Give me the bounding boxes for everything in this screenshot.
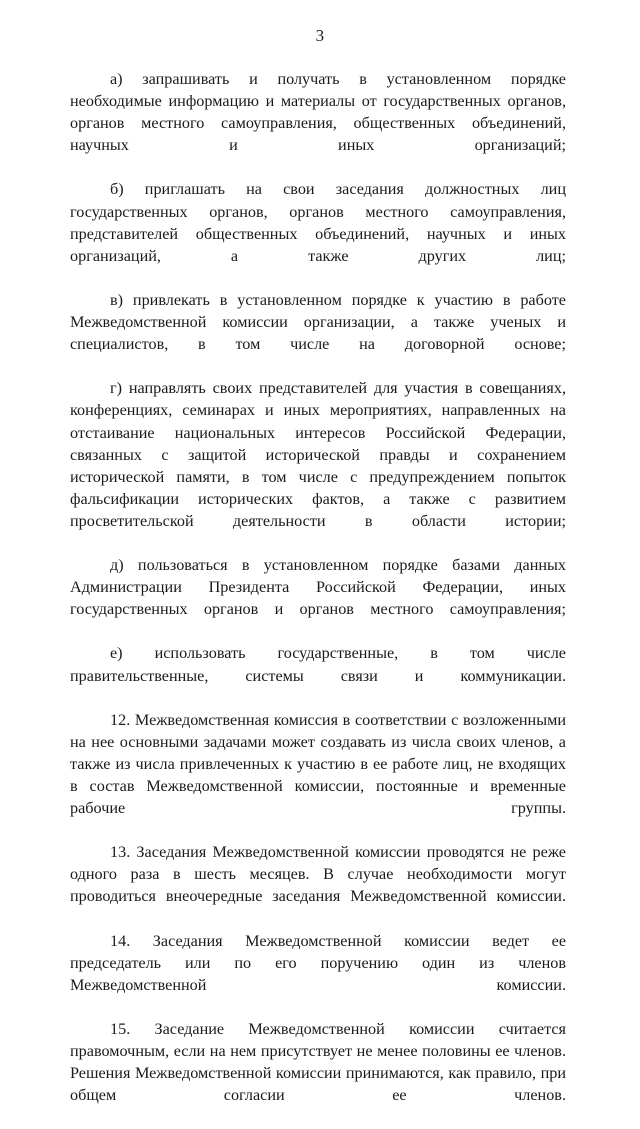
page-number: 3	[315, 26, 325, 45]
paragraph-clause-15: 15. Заседание Межведомственной комиссии считается правомочным, если на нем присутствует не менее половины ее членов. Решения Межведомственной комиссии принимаются, как правило, при общем согласии ее членов.	[70, 1020, 566, 1105]
paragraph-item-b: б) приглашать на свои заседания должностных лиц государственных органов, органов местного самоуправления, представителей общественных объединений, научных и иных организаций, а также других лиц;	[70, 180, 566, 265]
paragraph-item-v: в) привлекать в установленном порядке к участию в работе Межведомственной комиссии организации, а также ученых и специалистов, в том числе на договорной основе;	[70, 290, 566, 354]
paragraph-item-a: а) запрашивать и получать в установленном порядке необходимые информацию и материалы от государственных органов, органов местного самоуправления, общественных объединений, научных и иных организаций;	[70, 70, 566, 155]
paragraph-item-e: е) использовать государственные, в том числе правительственные, системы связи и коммуникации.	[70, 644, 566, 685]
paragraph-item-g: г) направлять своих представителей для участия в совещаниях, конференциях, семинарах и иных мероприятиях, направленных на отстаивание национальных интересов Российской Федерации, связанных с защитой исторической правды и сохранением исторической памяти, в том числе с предупреждением попыток фальсификации исторических фактов, а также с развитием просветительской деятельности в области истории;	[70, 379, 566, 530]
paragraph-clause-13: 13. Заседания Межведомственной комиссии проводятся не реже одного раза в шесть месяцев. В случае необходимости могут проводиться внеочередные заседания Межведомственной комиссии.	[70, 843, 566, 906]
paragraph-clause-12: 12. Межведомственная комиссия в соответствии с возложенными на нее основными задачами может создавать из числа своих членов, а также из числа привлеченных к участию в ее работе лиц, не входящих в состав Межведомственной комиссии, постоянные и временные рабочие группы.	[70, 710, 566, 818]
paragraph-clause-14: 14. Заседания Межведомственной комиссии ведет ее председатель или по его поручению один из членов Межведомственной комиссии.	[70, 931, 566, 994]
paragraph-item-d: д) пользоваться в установленном порядке базами данных Администрации Президента Российской Федерации, иных государственных органов и органов местного самоуправления;	[70, 556, 566, 619]
document-body	[70, 68, 566, 1129]
